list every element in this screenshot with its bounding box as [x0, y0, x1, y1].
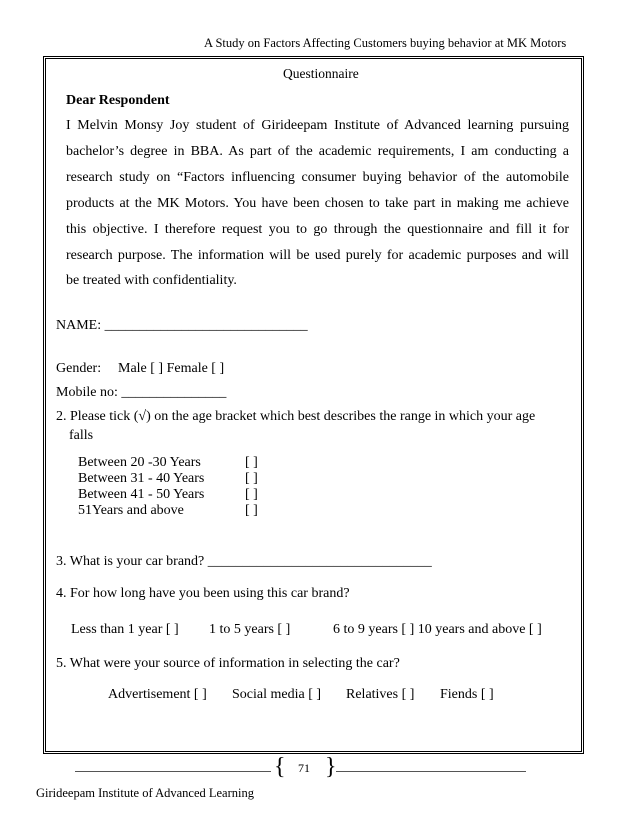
salutation: Dear Respondent	[66, 93, 170, 108]
age-option-checkbox[interactable]: [ ]	[245, 503, 258, 518]
mobile-field[interactable]: Mobile no: _______________	[56, 385, 227, 400]
q5-option-fiends[interactable]: Fiends [ ]	[440, 687, 494, 702]
age-option-label: Between 31 - 40 Years	[78, 471, 205, 486]
q4-option-6-to-9-and-10-plus[interactable]: 6 to 9 years [ ] 10 years and above [ ]	[333, 622, 542, 637]
questionnaire-heading: Questionnaire	[283, 66, 359, 81]
q2-question: 2. Please tick (√) on the age bracket which best describes the range in which your age	[56, 409, 536, 424]
intro-line: I Melvin Monsy Joy student of Girideepam Institute of Advanced learning pursuing	[66, 118, 569, 133]
page-number: 71	[298, 761, 310, 775]
age-option-checkbox[interactable]: [ ]	[245, 487, 258, 502]
q4-question: 4. For how long have you been using this car brand?	[56, 586, 350, 601]
gender-label: Gender:	[56, 361, 102, 376]
footer-institute: Girideepam Institute of Advanced Learning	[36, 786, 254, 800]
footer-right-bracket: }	[325, 754, 337, 780]
age-option-label: Between 41 - 50 Years	[78, 487, 205, 502]
intro-line: this objective. I therefore request you to go through the questionnaire and fill it for	[66, 222, 569, 237]
intro-line: bachelor’s degree in BBA. As part of the academic requirements, I am conducting a	[66, 144, 569, 159]
q3-car-brand-field[interactable]: 3. What is your car brand? ________________________________	[56, 554, 432, 569]
age-option-checkbox[interactable]: [ ]	[245, 471, 258, 486]
q4-option-less-than-1[interactable]: Less than 1 year [ ]	[71, 622, 179, 637]
footer-left-bracket: {	[274, 754, 286, 780]
name-field[interactable]: NAME: _____________________________	[56, 318, 308, 333]
gender-options[interactable]: Male [ ] Female [ ]	[118, 361, 225, 376]
intro-line: products at the MK Motors. You have been chosen to take part in making me achieve	[66, 196, 569, 211]
header-title: A Study on Factors Affecting Customers buying behavior at MK Motors	[204, 36, 567, 50]
intro-line: be treated with confidentiality.	[66, 273, 237, 288]
footer-rule-left	[75, 771, 271, 772]
age-option-label: 51Years and above	[78, 503, 184, 518]
q4-option-1-to-5[interactable]: 1 to 5 years [ ]	[209, 622, 291, 637]
age-option-checkbox[interactable]: [ ]	[245, 455, 258, 470]
q5-option-relatives[interactable]: Relatives [ ]	[346, 687, 415, 702]
q5-option-advertisement[interactable]: Advertisement [ ]	[108, 687, 207, 702]
questionnaire-frame	[43, 56, 584, 754]
age-option-label: Between 20 -30 Years	[78, 455, 201, 470]
q2-question-cont: falls	[69, 428, 94, 443]
footer-rule-right	[336, 771, 526, 772]
q5-question: 5. What were your source of information in selecting the car?	[56, 656, 400, 671]
intro-line: research study on “Factors influencing consumer buying behavior of the automobile	[66, 170, 569, 185]
intro-line: research purpose. The information will be used purely for academic purposes and will	[66, 248, 569, 263]
q5-option-social-media[interactable]: Social media [ ]	[232, 687, 322, 702]
